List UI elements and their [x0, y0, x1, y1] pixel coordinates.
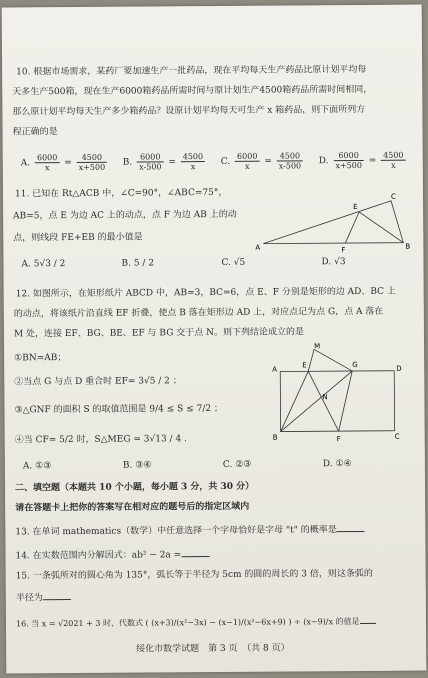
q10-option-a-label: A. — [20, 158, 31, 169]
q12-label-c: C — [394, 432, 400, 441]
q14-text: 14. 在实数范围内分解因式：ab² − 2a = — [15, 550, 182, 562]
exam-page — [2, 5, 427, 674]
q12-line2: 的动点，将该纸片沿直线 EF 折叠，使点 B 落在矩形边 AD 上，对应点记为点 G，点 A 落在 — [13, 306, 384, 320]
q12-segment-be — [280, 371, 308, 431]
q10-option-d-frac1: $\frac{6000}{x+500}$ — [333, 151, 364, 170]
q10-line1: 10. 根据市场需求，某药厂要加速生产一批药品，现在平均每天生产药品比原计划平均每 — [16, 64, 367, 78]
q10-option-b-label: B. — [122, 157, 133, 168]
q10-option-b-frac1: $\frac{6000}{x-500}$ — [137, 152, 163, 171]
q12-segment-mg — [314, 349, 352, 371]
q11-option-b — [121, 258, 154, 268]
q11-label-e: E — [353, 202, 358, 212]
q12-statement-4: ④当 CF= 5/2 时，S△MEG = 3√13 / 4 . — [14, 434, 187, 446]
q10-line3: 那么原计划平均每天生产多少箱药品？设原计划平均每天可生产 x 箱药品，则下面所列方 — [12, 104, 366, 118]
eq-sign: = — [368, 155, 377, 166]
q12-option-c — [223, 460, 252, 470]
q15-line2-text: 半径为 — [15, 593, 43, 604]
q11-option-d-value: √3 — [334, 257, 346, 268]
q11-option-a-label: A. — [21, 259, 31, 270]
q12-option-c-label: C. — [222, 459, 233, 470]
q10-option-d-frac2: $\frac{4500}{x}$ — [381, 151, 405, 170]
q10-line4: 程正确的是 — [12, 127, 58, 138]
q11-triangle-figure — [255, 191, 415, 254]
q12-option-d — [323, 459, 352, 469]
q12-option-d-value: ①④ — [335, 459, 352, 470]
q16-text: 16. 当 x = √2021 + 3 时，代数式 ( (x+3)/(x²−3x) − (x−1)/(x²−6x+9) ) ÷ (x−9)/x 的值是 — [15, 616, 360, 629]
eq-sign: = — [168, 157, 176, 168]
q10-option-c-label: C. — [220, 156, 231, 167]
q14 — [15, 548, 209, 562]
q13 — [15, 523, 364, 538]
q11-label-a: A — [255, 243, 261, 252]
q10-option-c-frac2: $\frac{4500}{x-500}$ — [277, 151, 303, 170]
q12-statement-2: ②当点 G 与点 D 重合时 EF= 3√5 / 2 ； — [14, 376, 182, 388]
q11-label-b: B — [405, 242, 411, 251]
q12-label-m: M — [314, 342, 321, 351]
q10-option-a-frac1: $\frac{6000}{x}$ — [35, 153, 59, 172]
q10-option-d — [319, 151, 408, 171]
q12-segment-em — [308, 349, 314, 371]
q12-label-b: B — [272, 433, 278, 442]
q11-option-b-value: 5 / 2 — [133, 258, 155, 269]
q10-option-c — [221, 151, 305, 171]
page-footer: 绥化市数学试题 第 3 页 （共 8 页） — [136, 643, 290, 655]
q12-rectangle-abcd — [280, 371, 394, 432]
q11-option-c — [221, 258, 245, 268]
q12-segment-gf — [338, 371, 352, 431]
q12-label-f: F — [336, 435, 341, 444]
q11-option-b-label: B. — [121, 258, 131, 269]
q11-option-d-label: D. — [321, 257, 332, 268]
section-2-note: 请在答题卡上把你的答案写在相对应的题号后的指定区域内 — [15, 501, 250, 514]
section-2-title: 二、填空题（本题共 10 个小题，每小题 3 分，共 30 分） — [15, 481, 255, 494]
q12-label-d: D — [396, 364, 402, 373]
q12-option-a — [23, 461, 51, 471]
q11-option-c-label: C. — [221, 257, 231, 268]
q10-option-a-frac2: $\frac{4500}{x+500}$ — [77, 153, 108, 172]
q10-option-b — [123, 152, 207, 172]
q11-line1: 11. 已知在 Rt△ACB 中，∠C=90°，∠ABC=75°， — [14, 187, 228, 200]
q10-option-a — [21, 153, 110, 173]
q12-option-d-label: D. — [322, 459, 333, 470]
q11-label-c: C — [390, 192, 396, 201]
q12-statement-3: ③△GNF 的面积 S 的取值范围是 9/4 ≤ S ≤ 7/2 ； — [14, 403, 223, 416]
eq-sign: = — [264, 156, 272, 167]
q11-triangle-acb — [263, 201, 403, 244]
q11-line3: 点，则线段 FE+EB 的最小值是 — [13, 232, 143, 244]
q11-label-f: F — [341, 246, 346, 254]
q11-segment-ef — [345, 212, 359, 243]
q11-segment-eb — [359, 212, 403, 243]
q11-option-a-value: 5√3 / 2 — [33, 259, 66, 270]
q12-label-n: N — [322, 393, 328, 402]
q10-option-b-frac2: $\frac{4500}{x}$ — [181, 152, 205, 171]
q16-answer-blank — [359, 615, 375, 624]
q13-answer-blank — [337, 523, 365, 532]
q12-line3: M 处，连接 EF、BG、BE、EF 与 BG 交于点 N。则下列结论成立的是 — [13, 327, 305, 340]
q12-rectangle-figure — [266, 343, 407, 454]
q11-option-c-value: √5 — [233, 257, 246, 268]
q14-answer-blank — [181, 548, 209, 557]
q12-label-a: A — [272, 365, 278, 374]
q12-option-c-value: ②③ — [235, 459, 252, 470]
q13-text: 13. 在单词 mathematics（数学）中任意选择一个字母恰好是字母 "t" 的概率是 — [15, 525, 337, 538]
q12-segment-bg — [280, 371, 352, 432]
q10-option-d-label: D. — [318, 156, 329, 167]
q12-option-b-value: ③④ — [135, 460, 152, 471]
eq-sign: = — [64, 157, 72, 169]
q15-line2 — [16, 591, 71, 604]
q12-option-a-label: A. — [22, 461, 33, 472]
q12-line1: 12. 如图所示，在矩形纸片 ABCD 中，AB=3，BC=6，点 E、F 分别是矩形的边 AD、BC 上 — [15, 286, 396, 300]
q15-answer-blank — [43, 591, 71, 600]
q10-line2: 天多生产500箱，现在生产6000箱药品所需时间与原计划生产4500箱药品所需时间相同， — [12, 84, 373, 98]
q12-statement-1: ①BN=AB； — [14, 353, 67, 364]
q11-line2: AB=5，点 E 为边 AC 上的动点，点 F 为边 AB 上的动 — [13, 209, 237, 222]
q12-option-a-value: ①③ — [35, 461, 52, 472]
q12-label-e: E — [302, 361, 307, 370]
q12-option-b-label: B. — [122, 460, 133, 471]
q15-line1: 15. 一条弧所对的圆心角为 135°，弧长等于半径为 5cm 的圆的周长的 3 倍，则这条弧的 — [15, 568, 373, 582]
q16 — [16, 615, 376, 630]
q12-label-g: G — [352, 360, 358, 370]
q11-option-d — [321, 257, 345, 267]
q12-option-b — [123, 460, 152, 470]
q11-option-a — [21, 259, 65, 269]
q10-option-c-frac1: $\frac{6000}{x}$ — [235, 152, 259, 171]
